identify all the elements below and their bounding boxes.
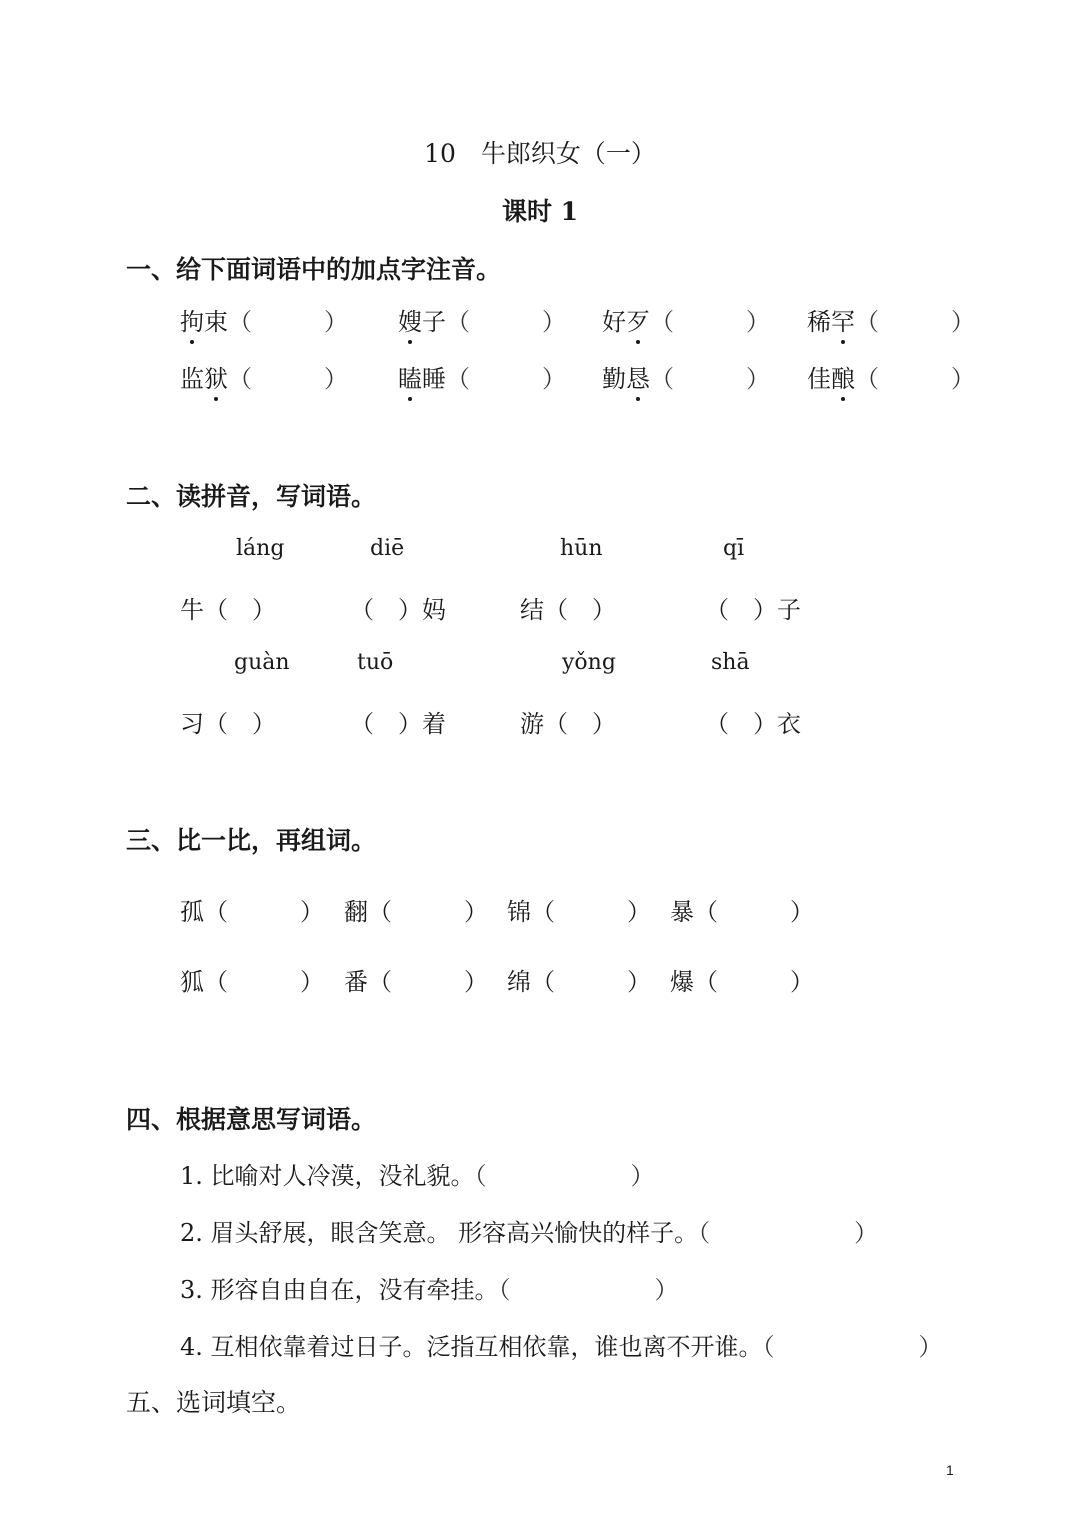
word-char: 酿 bbox=[831, 359, 855, 394]
pinyin-word-blank[interactable]: 结（ ） bbox=[520, 596, 616, 624]
pinyin-word-blank[interactable]: 习（ ） bbox=[180, 710, 276, 738]
pinyin-label: diē bbox=[370, 536, 405, 561]
phonetic-item bbox=[807, 302, 975, 337]
answer-blank[interactable]: （ ） bbox=[698, 1219, 879, 1247]
compare-word-blank[interactable]: 狐（ ） bbox=[180, 968, 324, 996]
compare-word-blank[interactable]: 翻（ ） bbox=[344, 898, 488, 926]
word-char: 监 bbox=[180, 365, 204, 393]
pinyin-word-blank[interactable]: （ ）子 bbox=[705, 596, 801, 624]
answer-blank[interactable]: （ ） bbox=[855, 308, 975, 336]
word-char: 佳 bbox=[807, 365, 831, 393]
compare-word-blank[interactable]: 绵（ ） bbox=[507, 968, 651, 996]
answer-blank[interactable]: （ ） bbox=[498, 1276, 679, 1304]
pinyin-word-blank[interactable]: （ ）妈 bbox=[350, 596, 446, 624]
section5-heading: 五、选词填空。 bbox=[126, 1388, 302, 1417]
lesson-subtitle: 课时 1 bbox=[501, 197, 579, 226]
compare-word-blank[interactable]: 番（ ） bbox=[344, 968, 488, 996]
compare-word-blank[interactable]: 爆（ ） bbox=[670, 968, 814, 996]
word-char: 稀 bbox=[807, 308, 831, 336]
question-text: 2. 眉头舒展，眼含笑意。 形容高兴愉快的样子。 bbox=[180, 1219, 699, 1247]
pinyin-label: shā bbox=[711, 650, 750, 675]
word-char: 罕 bbox=[831, 302, 855, 337]
phonetic-item bbox=[602, 359, 770, 394]
word-char: 勤 bbox=[602, 365, 626, 393]
answer-blank[interactable]: （ ） bbox=[228, 308, 348, 336]
pinyin-label: guàn bbox=[234, 650, 290, 675]
meaning-question bbox=[180, 1156, 655, 1191]
section2-heading: 二、读拼音，写词语。 bbox=[126, 482, 377, 511]
section4-heading: 四、根据意思写词语。 bbox=[126, 1105, 377, 1134]
answer-blank[interactable]: （ ） bbox=[650, 308, 770, 336]
pinyin-label: qī bbox=[723, 536, 745, 561]
answer-blank[interactable]: （ ） bbox=[762, 1333, 943, 1361]
phonetic-item bbox=[398, 302, 566, 337]
word-char: 恳 bbox=[626, 359, 650, 394]
section3-heading: 三、比一比，再组词。 bbox=[126, 826, 377, 855]
pinyin-word-blank[interactable]: （ ）衣 bbox=[705, 710, 801, 738]
question-text: 3. 形容自由自在，没有牵挂。 bbox=[180, 1276, 499, 1304]
word-char: 瞌 bbox=[398, 359, 422, 394]
answer-blank[interactable]: （ ） bbox=[474, 1162, 655, 1190]
word-char: 睡 bbox=[422, 365, 446, 393]
meaning-question bbox=[180, 1327, 943, 1362]
compare-word-blank[interactable]: 锦（ ） bbox=[507, 898, 651, 926]
word-char: 歹 bbox=[626, 302, 650, 337]
pinyin-word-blank[interactable]: 游（ ） bbox=[520, 710, 616, 738]
word-char: 好 bbox=[602, 308, 626, 336]
answer-blank[interactable]: （ ） bbox=[855, 365, 975, 393]
pinyin-word-blank[interactable]: 牛（ ） bbox=[180, 596, 276, 624]
word-char: 嫂 bbox=[398, 302, 422, 337]
question-text: 1. 比喻对人冷漠，没礼貌。 bbox=[180, 1162, 475, 1190]
phonetic-item bbox=[180, 359, 348, 394]
page-number: 1 bbox=[946, 1462, 954, 1478]
word-char: 子 bbox=[422, 308, 446, 336]
pinyin-label: láng bbox=[236, 536, 285, 561]
pinyin-word-blank[interactable]: （ ）着 bbox=[350, 710, 446, 738]
pinyin-label: hūn bbox=[560, 536, 603, 561]
pinyin-label: tuō bbox=[357, 650, 394, 675]
answer-blank[interactable]: （ ） bbox=[228, 365, 348, 393]
question-text: 4. 互相依靠着过日子。泛指互相依靠，谁也离不开谁。 bbox=[180, 1333, 763, 1361]
phonetic-item bbox=[807, 359, 975, 394]
meaning-question bbox=[180, 1213, 878, 1248]
phonetic-item bbox=[602, 302, 770, 337]
phonetic-item bbox=[398, 359, 566, 394]
answer-blank[interactable]: （ ） bbox=[446, 365, 566, 393]
page-title: 10 牛郎织女（一） bbox=[424, 139, 656, 168]
word-char: 束 bbox=[204, 308, 228, 336]
answer-blank[interactable]: （ ） bbox=[446, 308, 566, 336]
pinyin-label: yǒng bbox=[562, 650, 616, 675]
phonetic-item bbox=[180, 302, 348, 337]
answer-blank[interactable]: （ ） bbox=[650, 365, 770, 393]
word-char: 狱 bbox=[204, 359, 228, 394]
word-char: 拘 bbox=[180, 302, 204, 337]
meaning-question bbox=[180, 1270, 679, 1305]
section1-heading: 一、给下面词语中的加点字注音。 bbox=[126, 255, 502, 284]
compare-word-blank[interactable]: 暴（ ） bbox=[670, 898, 814, 926]
compare-word-blank[interactable]: 孤（ ） bbox=[180, 898, 324, 926]
